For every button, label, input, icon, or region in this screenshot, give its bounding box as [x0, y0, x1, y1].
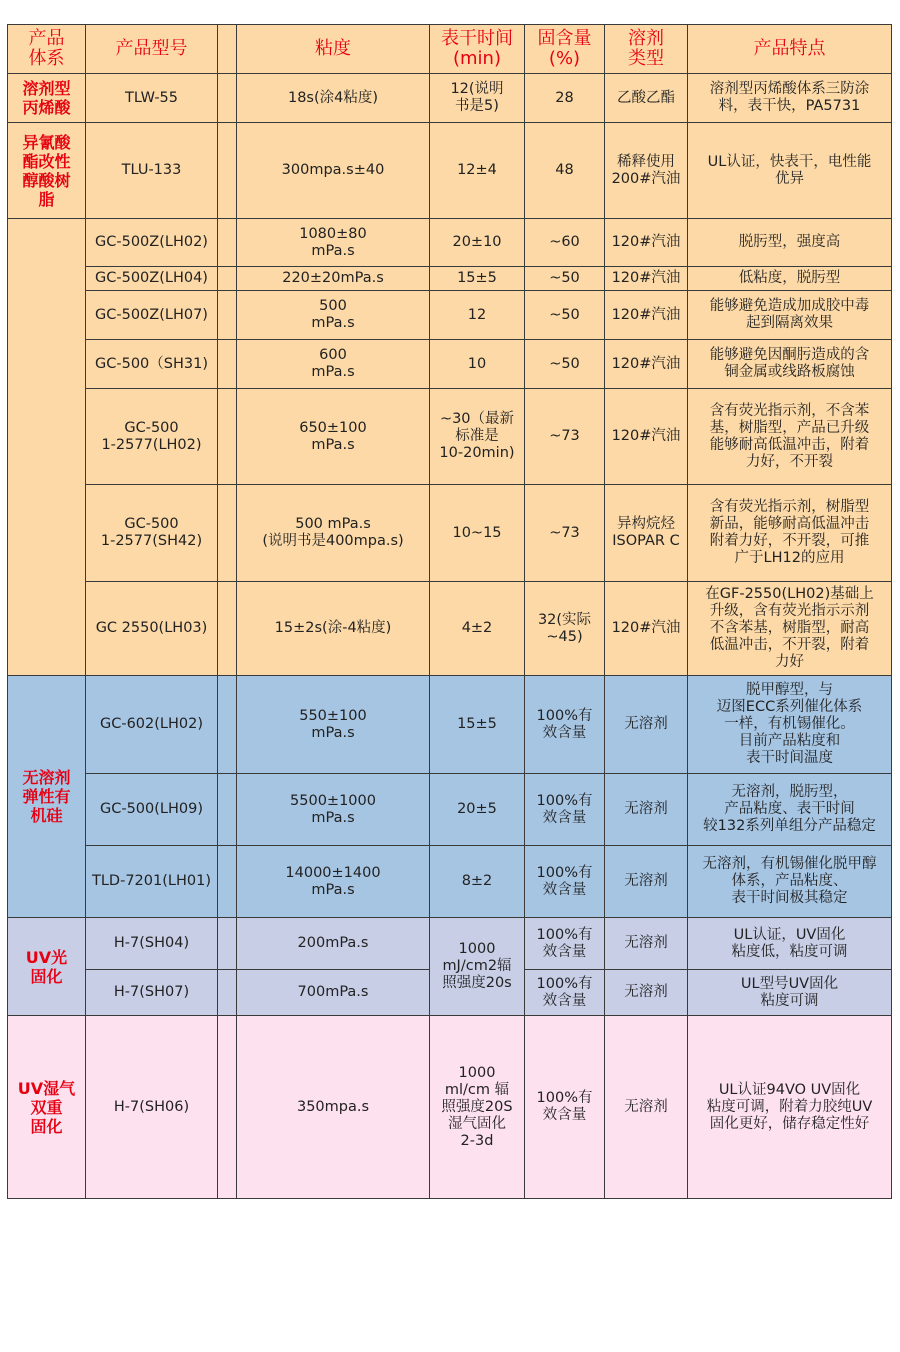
solvent-cell: 无溶剂 — [605, 970, 688, 1016]
table-row — [8, 291, 892, 340]
table-row — [8, 123, 892, 219]
solvent-cell: 异构烷烃 ISOPAR C — [605, 485, 688, 582]
features-cell: 脱肟型，强度高 — [688, 219, 892, 267]
features-cell: 低粘度，脱肟型 — [688, 267, 892, 291]
solid-content-cell: 100%有 效含量 — [525, 1016, 605, 1199]
blank-cell — [218, 1016, 237, 1199]
dry-time-cell: 10 — [430, 340, 525, 389]
model-cell: GC-500（SH31) — [86, 340, 218, 389]
solid-content-cell: ~50 — [525, 267, 605, 291]
table-row — [8, 676, 892, 774]
dry-time-cell: 4±2 — [430, 582, 525, 676]
header-blank — [218, 25, 237, 74]
features-cell: 含有荧光指示剂，树脂型 新品，能够耐高低温冲击 附着力好，不开裂，可推 广于LH12的应用 — [688, 485, 892, 582]
table-row — [8, 918, 892, 970]
model-cell: GC-500 1-2577(SH42) — [86, 485, 218, 582]
table-row — [8, 74, 892, 123]
features-cell: UL型号UV固化 粘度可调 — [688, 970, 892, 1016]
dry-time-cell: 12 — [430, 291, 525, 340]
model-cell: GC 2550(LH03) — [86, 582, 218, 676]
dry-time-cell: 1000 mJ/cm2辐 照强度20s — [430, 918, 525, 1016]
dry-time-cell: 20±5 — [430, 774, 525, 846]
header-dry-time: 表干时间 (min) — [430, 25, 525, 74]
solid-content-cell: ~73 — [525, 389, 605, 485]
header-features: 产品特点 — [688, 25, 892, 74]
product-system-cell — [8, 219, 86, 676]
dry-time-cell: 12±4 — [430, 123, 525, 219]
dry-time-cell: 15±5 — [430, 267, 525, 291]
model-cell: H-7(SH04) — [86, 918, 218, 970]
model-cell: H-7(SH07) — [86, 970, 218, 1016]
blank-cell — [218, 219, 237, 267]
solvent-cell: 稀释使用 200#汽油 — [605, 123, 688, 219]
blank-cell — [218, 291, 237, 340]
dry-time-cell: 1000 ml/cm 辐 照强度20S 湿气固化 2-3d — [430, 1016, 525, 1199]
model-cell: GC-500(LH09) — [86, 774, 218, 846]
solid-content-cell: 100%有 效含量 — [525, 676, 605, 774]
solvent-cell: 120#汽油 — [605, 219, 688, 267]
model-cell: GC-500Z(LH02) — [86, 219, 218, 267]
solid-content-cell: 100%有 效含量 — [525, 846, 605, 918]
viscosity-cell: 300mpa.s±40 — [237, 123, 430, 219]
product-system-cell: UV湿气 双重 固化 — [8, 1016, 86, 1199]
solvent-cell: 乙酸乙酯 — [605, 74, 688, 123]
features-cell: 含有荧光指示剂，不含苯 基，树脂型，产品已升级 能够耐高低温冲击，附着 力好，不开裂 — [688, 389, 892, 485]
solid-content-cell: 100%有 效含量 — [525, 918, 605, 970]
features-cell: 在GF-2550(LH02)基础上 升级，含有荧光指示示剂 不含苯基，树脂型，耐高 低温冲击，不开裂，附着 力好 — [688, 582, 892, 676]
viscosity-cell: 550±100 mPa.s — [237, 676, 430, 774]
viscosity-cell: 500 mPa.s — [237, 291, 430, 340]
model-cell: GC-602(LH02) — [86, 676, 218, 774]
blank-cell — [218, 582, 237, 676]
header-system: 产品 体系 — [8, 25, 86, 74]
solvent-cell: 120#汽油 — [605, 389, 688, 485]
features-cell: UL认证，UV固化 粘度低，粘度可调 — [688, 918, 892, 970]
header-solid: 固含量 (%) — [525, 25, 605, 74]
model-cell: GC-500Z(LH04) — [86, 267, 218, 291]
dry-time-cell: 8±2 — [430, 846, 525, 918]
table-row — [8, 389, 892, 485]
viscosity-cell: 1080±80 mPa.s — [237, 219, 430, 267]
viscosity-cell: 600 mPa.s — [237, 340, 430, 389]
solvent-cell: 无溶剂 — [605, 918, 688, 970]
viscosity-cell: 14000±1400 mPa.s — [237, 846, 430, 918]
viscosity-cell: 15±2s(涂-4粘度) — [237, 582, 430, 676]
header-solvent: 溶剂 类型 — [605, 25, 688, 74]
features-cell: 能够避免造成加成胶中毒 起到隔离效果 — [688, 291, 892, 340]
solid-content-cell: 100%有 效含量 — [525, 970, 605, 1016]
solvent-cell: 无溶剂 — [605, 774, 688, 846]
blank-cell — [218, 676, 237, 774]
solid-content-cell: 28 — [525, 74, 605, 123]
blank-cell — [218, 774, 237, 846]
product-system-cell: 溶剂型 丙烯酸 — [8, 74, 86, 123]
solid-content-cell: 100%有 效含量 — [525, 774, 605, 846]
solid-content-cell: ~50 — [525, 291, 605, 340]
table-row — [8, 846, 892, 918]
dry-time-cell: 10~15 — [430, 485, 525, 582]
blank-cell — [218, 340, 237, 389]
table-row — [8, 219, 892, 267]
model-cell: TLW-55 — [86, 74, 218, 123]
features-cell: 无溶剂，脱肟型， 产品粘度、表干时间 较132系列单组分产品稳定 — [688, 774, 892, 846]
table-row — [8, 267, 892, 291]
solvent-cell: 120#汽油 — [605, 340, 688, 389]
header-model: 产品型号 — [86, 25, 218, 74]
table-row — [8, 340, 892, 389]
viscosity-cell: 650±100 mPa.s — [237, 389, 430, 485]
viscosity-cell: 18s(涂4粘度) — [237, 74, 430, 123]
solvent-cell: 无溶剂 — [605, 846, 688, 918]
solid-content-cell: ~73 — [525, 485, 605, 582]
solvent-cell: 无溶剂 — [605, 676, 688, 774]
solvent-cell: 120#汽油 — [605, 291, 688, 340]
features-cell: 脱甲醇型，与 迈图ECC系列催化体系 一样，有机锡催化。 目前产品粘度和 表干时间温度 — [688, 676, 892, 774]
solvent-cell: 无溶剂 — [605, 1016, 688, 1199]
header-viscosity: 粘度 — [237, 25, 430, 74]
blank-cell — [218, 970, 237, 1016]
viscosity-cell: 700mPa.s — [237, 970, 430, 1016]
dry-time-cell: 15±5 — [430, 676, 525, 774]
product-system-cell: 异氰酸 酯改性 醇酸树 脂 — [8, 123, 86, 219]
blank-cell — [218, 74, 237, 123]
solid-content-cell: ~60 — [525, 219, 605, 267]
viscosity-cell: 500 mPa.s (说明书是400mpa.s) — [237, 485, 430, 582]
blank-cell — [218, 389, 237, 485]
table-row — [8, 1016, 892, 1199]
model-cell: GC-500Z(LH07) — [86, 291, 218, 340]
product-spec-table — [7, 24, 892, 1199]
blank-cell — [218, 846, 237, 918]
solid-content-cell: 32(实际 ~45) — [525, 582, 605, 676]
model-cell: TLD-7201(LH01) — [86, 846, 218, 918]
blank-cell — [218, 123, 237, 219]
table-row — [8, 774, 892, 846]
features-cell: 能够避免因酮肟造成的含 铜金属或线路板腐蚀 — [688, 340, 892, 389]
model-cell: TLU-133 — [86, 123, 218, 219]
features-cell: UL认证，快表干，电性能 优异 — [688, 123, 892, 219]
blank-cell — [218, 267, 237, 291]
solid-content-cell: ~50 — [525, 340, 605, 389]
blank-cell — [218, 485, 237, 582]
features-cell: 溶剂型丙烯酸体系三防涂 料，表干快，PA5731 — [688, 74, 892, 123]
viscosity-cell: 200mPa.s — [237, 918, 430, 970]
viscosity-cell: 220±20mPa.s — [237, 267, 430, 291]
product-system-cell: 无溶剂 弹性有 机硅 — [8, 676, 86, 918]
header-row — [8, 25, 892, 74]
features-cell: 无溶剂，有机锡催化脱甲醇 体系，产品粘度、 表干时间极其稳定 — [688, 846, 892, 918]
dry-time-cell: ~30（最新 标准是 10-20min) — [430, 389, 525, 485]
table-row — [8, 582, 892, 676]
viscosity-cell: 5500±1000 mPa.s — [237, 774, 430, 846]
model-cell: GC-500 1-2577(LH02) — [86, 389, 218, 485]
product-system-cell: UV光 固化 — [8, 918, 86, 1016]
solid-content-cell: 48 — [525, 123, 605, 219]
solvent-cell: 120#汽油 — [605, 267, 688, 291]
viscosity-cell: 350mpa.s — [237, 1016, 430, 1199]
features-cell: UL认证94VO UV固化 粘度可调，附着力胶纯UV 固化更好，储存稳定性好 — [688, 1016, 892, 1199]
solvent-cell: 120#汽油 — [605, 582, 688, 676]
blank-cell — [218, 918, 237, 970]
dry-time-cell: 20±10 — [430, 219, 525, 267]
dry-time-cell: 12(说明 书是5) — [430, 74, 525, 123]
table-row — [8, 485, 892, 582]
model-cell: H-7(SH06) — [86, 1016, 218, 1199]
